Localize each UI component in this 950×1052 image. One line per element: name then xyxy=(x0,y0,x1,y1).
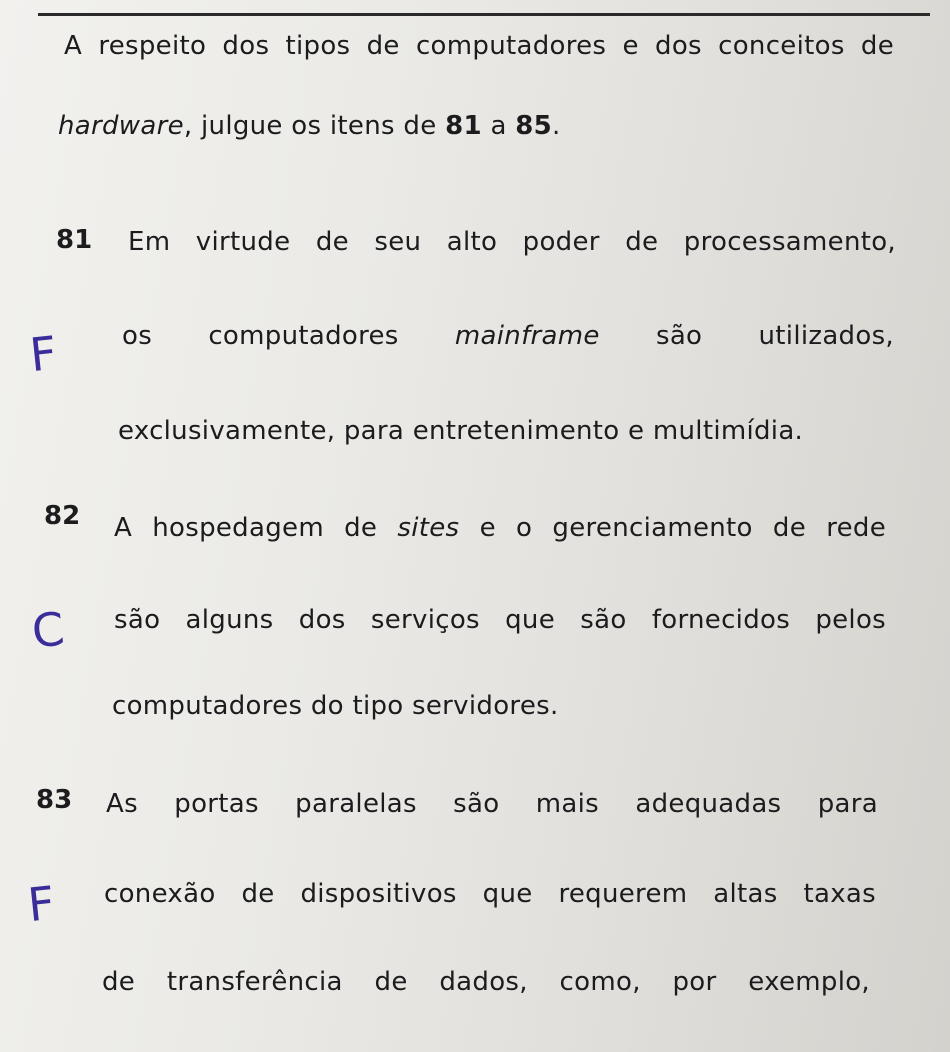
item-83-line-2: conexão de dispositivos que requerem altas taxas xyxy=(104,879,876,909)
item-82-line-2: são alguns dos serviços que são fornecidos pelos xyxy=(114,605,886,635)
item-81-line-1: Em virtude de seu alto poder de processamento, xyxy=(128,227,896,257)
item-83-number: 83 xyxy=(36,785,73,815)
item-82-number: 82 xyxy=(44,501,81,531)
intro-line-1: A respeito dos tipos de computadores e dos conceitos de xyxy=(64,31,894,61)
item-81-number: 81 xyxy=(56,225,93,255)
item-82-handwritten-mark: C xyxy=(29,601,67,659)
item-81-line-3: exclusivamente, para entretenimento e multimídia. xyxy=(118,416,804,446)
item-81-line-2: os computadores mainframe são utilizados, xyxy=(122,321,894,351)
item-83-line-3: de transferência de dados, como, por exemplo, xyxy=(102,967,870,997)
top-rule xyxy=(38,13,930,16)
intro-line-2: hardware, julgue os itens de 81 a 85. xyxy=(58,111,561,141)
item-83-handwritten-mark: F xyxy=(25,875,58,933)
item-81-handwritten-mark: F xyxy=(27,325,60,383)
item-82-line-3: computadores do tipo servidores. xyxy=(112,691,559,721)
item-82-line-1: A hospedagem de sites e o gerenciamento de rede xyxy=(114,513,887,543)
item-83-line-1: As portas paralelas são mais adequadas para xyxy=(106,789,878,819)
